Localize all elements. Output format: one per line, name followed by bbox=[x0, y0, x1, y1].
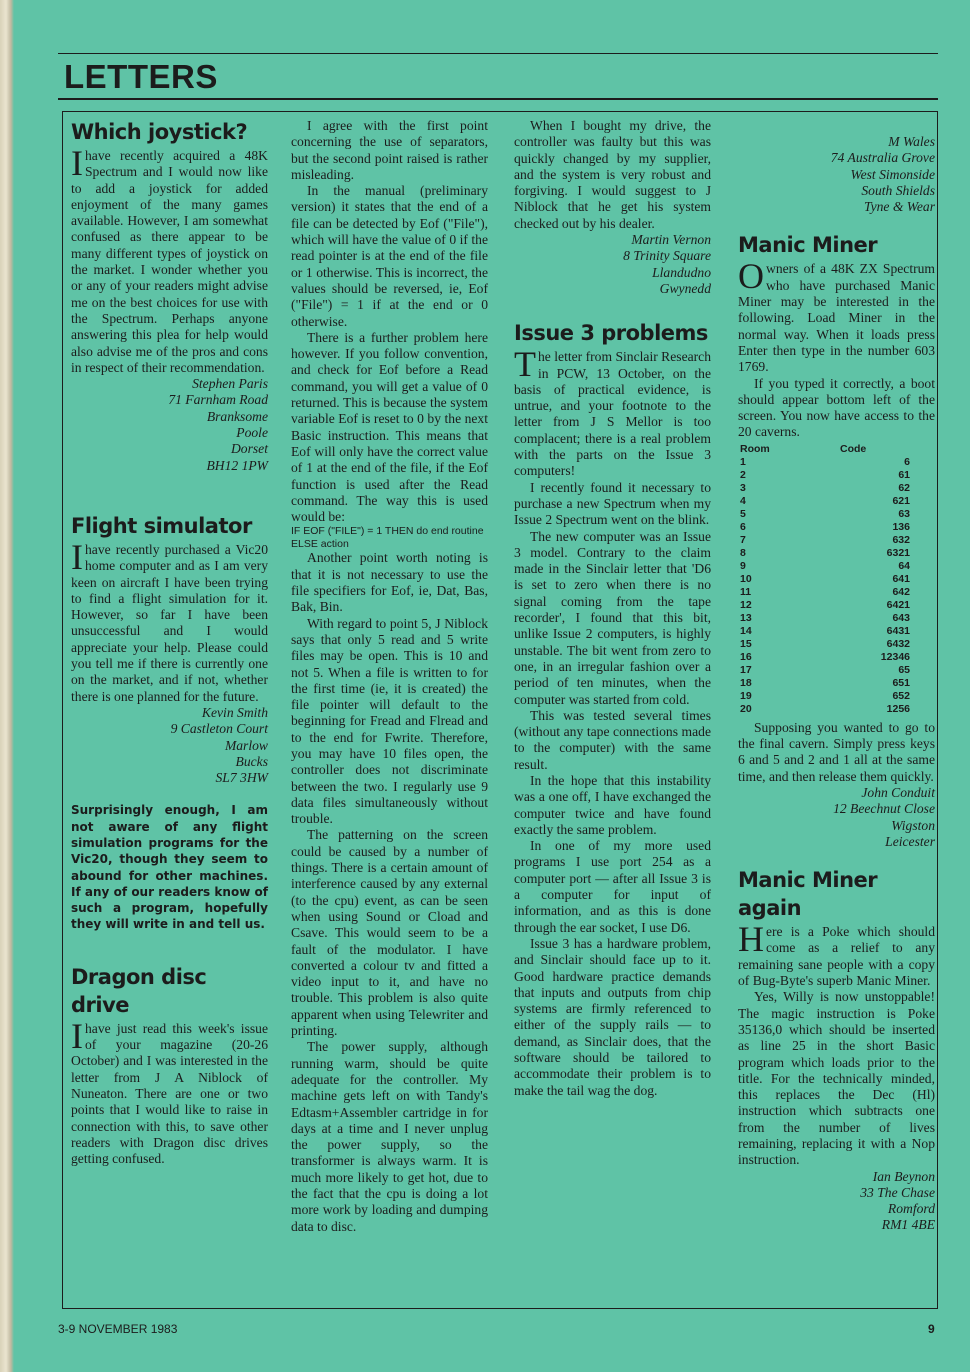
table-row bbox=[740, 534, 910, 547]
table-row bbox=[740, 664, 910, 677]
room-number: 2 bbox=[740, 468, 746, 481]
room-number: 14 bbox=[740, 624, 752, 637]
letter-joystick bbox=[71, 118, 268, 474]
paragraph: There is a further problem here however. If you follow convention, and check for Eof before a Read command, you will get a value of 0 returned. This is because the system variable Eof is reset to 0 by the next Basic instruction. This means that Eof will only have the correct value of 1 at the end of the file, if the Eof function is used after the Read command. The way this is used would be: bbox=[291, 329, 488, 525]
table-row bbox=[740, 560, 910, 573]
paragraph: In the manual (preliminary version) it states that the end of a file can be detected by Eof ("File"), which will have the value of 0 if the read pointer is at the end of the file or 1 otherwise. This is incorrect, the values should be reversed, ie, Eof ("File") = 1 if at the end or 0 otherwise. bbox=[291, 183, 488, 329]
paragraph: In the hope that this instability was a one off, I have exchanged the computer twice and have found exactly the same problem. bbox=[514, 772, 711, 837]
room-code: 643 bbox=[892, 611, 910, 624]
table-row bbox=[740, 703, 910, 716]
room-number: 12 bbox=[740, 598, 752, 611]
drop-cap: I bbox=[71, 1015, 83, 1056]
paragraph: The new computer was an Issue 3 model. Contrary to the claim made in the Sinclair letter that 'D6 is set to zero when there is no signal coming from the tape recorder', I found that this bit, unlike Issue 2 computers, is highly unstable. The bit went from zero to one, in an irregular fashion over a period of ten minutes, when the computer was started from cold. bbox=[514, 528, 711, 707]
room-number: 3 bbox=[740, 481, 746, 494]
room-number: 13 bbox=[740, 611, 752, 624]
footer-date: 3-9 NOVEMBER 1983 bbox=[58, 1322, 178, 1336]
paragraph: Another point worth noting is that it is not necessary to use the file specifiers for Eof, ie, Dat, Bas, Bak, Bin. bbox=[291, 550, 488, 615]
paragraph: This was tested several times (without any tape connections made to the computer) with the same result. bbox=[514, 707, 711, 772]
table-row bbox=[740, 456, 910, 469]
paragraph: The patterning on the screen could be caused by a number of things. There is a certain amount of interference caused by any external (to the cpu) event, as can be seen when using Sound or Cload and Csave. This would seem to be a fault of the modulator. I have converted a colour tv and fitted a video input to it, and have no trouble. This problem is also quite apparent when using Telewriter and printing. bbox=[291, 827, 488, 1039]
letter-body: Owners of a 48K ZX Spectrum who have purchased Manic Miner may be interested in the following. Load Miner in the normal way. When it loads press Enter then type in the number 603 1769. bbox=[738, 256, 935, 375]
drop-cap: I bbox=[71, 536, 83, 577]
paragraph: When I bought my drive, the controller was faulty but this was quickly changed by my supplier, and the system is very robust and forgiving. I would suggest to J Niblock that he get his system checked out by his dealer. bbox=[514, 118, 711, 231]
letter-title: Flight simulator bbox=[71, 513, 252, 538]
signature: Martin Vernon 8 Trinity Square Llandudno Gwynedd bbox=[623, 232, 711, 296]
letter-title: Which joystick? bbox=[71, 120, 248, 144]
drop-cap: H bbox=[738, 919, 764, 960]
drop-cap: I bbox=[71, 143, 83, 183]
signature: Kevin Smith 9 Castleton Court Marlow Bucks SL7 3HW bbox=[170, 704, 268, 786]
column-header-room: Room bbox=[740, 442, 770, 455]
letter-title: Issue 3 problems bbox=[514, 321, 708, 346]
letter-issue3 bbox=[514, 319, 711, 1099]
letter-body: Ihave recently acquired a 48K Spectrum and I would now like to add a joystick for added enjoyment of the many games available. However, I am somewhat confused as there appear to be many different types of joystick on the market. I wonder whether you or any of your readers might advise me on the best choices for use with the Spectrum. Perhaps anyone answering this plea for help would also advise me of the pros and cons in respect of their recommendation. bbox=[71, 143, 268, 375]
signature: Ian Beynon 33 The Chase Romford RM1 4BE bbox=[860, 1168, 935, 1233]
room-number: 16 bbox=[740, 650, 752, 663]
table-row bbox=[740, 469, 910, 482]
room-code: 62 bbox=[898, 481, 910, 494]
page-gutter bbox=[0, 0, 14, 1372]
signature: Stephen Paris 71 Farnham Road Branksome Poole Dorset BH12 1PW bbox=[168, 376, 268, 473]
room-code: 1256 bbox=[886, 702, 910, 715]
paragraph: In one of my more used programs I use port 254 as a computer port — after all Issue 3 is a computer for input of information, and as this is done through the ear socket, I use D6. bbox=[514, 838, 711, 935]
table-row bbox=[740, 651, 910, 664]
room-number: 18 bbox=[740, 676, 752, 689]
paragraph: If you typed it correctly, a boot should appear bottom left of the screen. You now have access to the 20 caverns. bbox=[738, 375, 935, 440]
room-number: 20 bbox=[740, 702, 752, 715]
signature: M Wales 74 Australia Grove West Simonside South Shields Tyne & Wear bbox=[830, 134, 935, 215]
room-code: 6432 bbox=[886, 637, 910, 650]
room-number: 8 bbox=[740, 546, 746, 559]
room-number: 6 bbox=[740, 520, 746, 533]
letter-title: Manic Miner again bbox=[738, 868, 878, 921]
table-row bbox=[740, 521, 910, 534]
room-code: 6431 bbox=[886, 624, 910, 637]
room-code: 632 bbox=[892, 533, 910, 546]
room-number: 4 bbox=[740, 494, 746, 507]
letter-body: Here is a Poke which should come as a relief to any remaining sane people with a copy of Bug-Byte's superb Manic Miner. bbox=[738, 919, 935, 989]
table-row bbox=[740, 495, 910, 508]
room-code-table bbox=[740, 443, 910, 716]
letter-body: Ihave recently purchased a Vic20 home computer and as I am very keen on aircraft I have been trying to find a flight simulation for it. However, so far I have been unsuccessful and I would appreciate your help. Please could you tell me if there is currently one on the market, and if not, whether there is one planned for the future. bbox=[71, 536, 268, 704]
code-snippet: IF EOF ("FILE") = 1 THEN do end routine ELSE action bbox=[291, 525, 484, 550]
letter-manic bbox=[738, 231, 935, 850]
section-title: LETTERS bbox=[64, 58, 218, 95]
top-rule bbox=[58, 53, 938, 54]
room-number: 10 bbox=[740, 572, 752, 585]
column-header-code: Code bbox=[840, 442, 867, 455]
signature: John Conduit 12 Beechnut Close Wigston Leicester bbox=[833, 784, 935, 849]
table-row bbox=[740, 677, 910, 690]
room-number: 17 bbox=[740, 663, 752, 676]
letter-title: Dragon disc drive bbox=[71, 964, 207, 1017]
letter-body: The letter from Sinclair Research in PCW, 13 October, on the basis of practical evidence, is untrue, and your footnote to the letter from J S Mellor is too complacent; there is a real problem with the parts on the Issue 3 computers! bbox=[514, 344, 711, 479]
column-2 bbox=[291, 118, 488, 1235]
letter-dragon bbox=[71, 963, 268, 1168]
editor-note: Surprisingly enough, I am not aware of any flight simulation programs for the Vic20, though they seem to abound for other machines. If any of our readers know of such a program, hopefully they will write in and tell us. bbox=[71, 803, 268, 932]
room-number: 9 bbox=[740, 559, 746, 572]
room-code: 65 bbox=[898, 663, 910, 676]
room-number: 19 bbox=[740, 689, 752, 702]
paragraph: Yes, Willy is now unstoppable! The magic instruction is Poke 35136,0 which should be inserted as line 25 in the short Basic program which loads prior to the title. For the technically minded, this replaces the Dec (Hl) instruction which subtracts one from the number of lives remaining, replacing it with a Nop instruction. bbox=[738, 989, 935, 1168]
page-number: 9 bbox=[928, 1322, 935, 1336]
room-number: 11 bbox=[740, 585, 752, 598]
column-4 bbox=[738, 118, 935, 1234]
table-row bbox=[740, 599, 910, 612]
table-row bbox=[740, 625, 910, 638]
room-number: 7 bbox=[740, 533, 746, 546]
room-code: 64 bbox=[898, 559, 910, 572]
room-code: 6321 bbox=[886, 546, 910, 559]
letter-title: Manic Miner bbox=[738, 233, 878, 258]
room-code: 641 bbox=[892, 572, 910, 585]
room-number: 15 bbox=[740, 637, 752, 650]
column-1 bbox=[71, 118, 268, 1167]
room-code: 12346 bbox=[880, 650, 910, 663]
table-row bbox=[740, 612, 910, 625]
paragraph: The power supply, although running warm, should be quite adequate for the controller. My machine gets left on with Tandy's Edtasm+Assembler cartridge in for days at a time and I never unplug the power supply, so the transformer is always warm. It is much more likely to get hot, due to the fact that the cpu is doing a lot more work by loading and dumping data to disc. bbox=[291, 1039, 488, 1234]
room-code: 621 bbox=[892, 494, 910, 507]
paragraph: I recently found it necessary to purchase a new Spectrum when my Issue 2 Spectrum went on the blink. bbox=[514, 479, 711, 528]
table-row bbox=[740, 638, 910, 651]
room-code: 652 bbox=[892, 689, 910, 702]
room-code: 642 bbox=[892, 585, 910, 598]
table-row bbox=[740, 573, 910, 586]
room-number: 5 bbox=[740, 507, 746, 520]
table-row bbox=[740, 482, 910, 495]
room-code: 136 bbox=[892, 520, 910, 533]
paragraph: Supposing you wanted to go to the final cavern. Simply press keys 6 and 5 and 2 and 1 all at the same time, and then release them quickly. bbox=[738, 719, 935, 784]
letter-body: Ihave just read this week's issue of your magazine (20-26 October) and I was interested in the letter from J A Niblock of Nuneaton. There are one or two points that I would like to raise in connection with this, to save other readers with Dragon disc drives getting confused. bbox=[71, 1015, 268, 1167]
paragraph: With regard to point 5, J Niblock says that only 5 read and 5 write files may be open. This is 10 and not 5. When a file is written to for the first time (ie, it is created) the file pointer will default to the beginning for Fread and Flread and to the end for Fwrite. Therefore, you may have 10 files open, the controller does not discriminate between the two. I regularly use 9 data files simultaneously without trouble. bbox=[291, 615, 488, 827]
room-code: 651 bbox=[892, 676, 910, 689]
column-3 bbox=[514, 118, 711, 1099]
table-row bbox=[740, 547, 910, 560]
room-code: 63 bbox=[898, 507, 910, 520]
letter-manic-again bbox=[738, 866, 935, 1234]
room-number: 1 bbox=[740, 455, 746, 468]
table-row bbox=[740, 508, 910, 521]
table-row bbox=[740, 586, 910, 599]
drop-cap: T bbox=[514, 344, 536, 385]
table-row bbox=[740, 690, 910, 703]
paragraph: Issue 3 has a hardware problem, and Sinclair should face up to it. Good hardware practice demands that inputs and outputs from chip systems are firmly referenced to either of the supply rails — to demand, as Sinclair does, that the software should be tailored to accommodate their problem is to make the tail wag the dog. bbox=[514, 935, 711, 1098]
paragraph: I agree with the first point concerning the use of separators, but the second point raised is rather misleading. bbox=[291, 118, 488, 182]
room-code: 6 bbox=[904, 455, 910, 468]
drop-cap: O bbox=[738, 256, 764, 297]
room-code: 61 bbox=[898, 468, 910, 481]
heading-rule bbox=[58, 98, 938, 100]
letter-flight bbox=[71, 512, 268, 933]
room-code: 6421 bbox=[886, 598, 910, 611]
